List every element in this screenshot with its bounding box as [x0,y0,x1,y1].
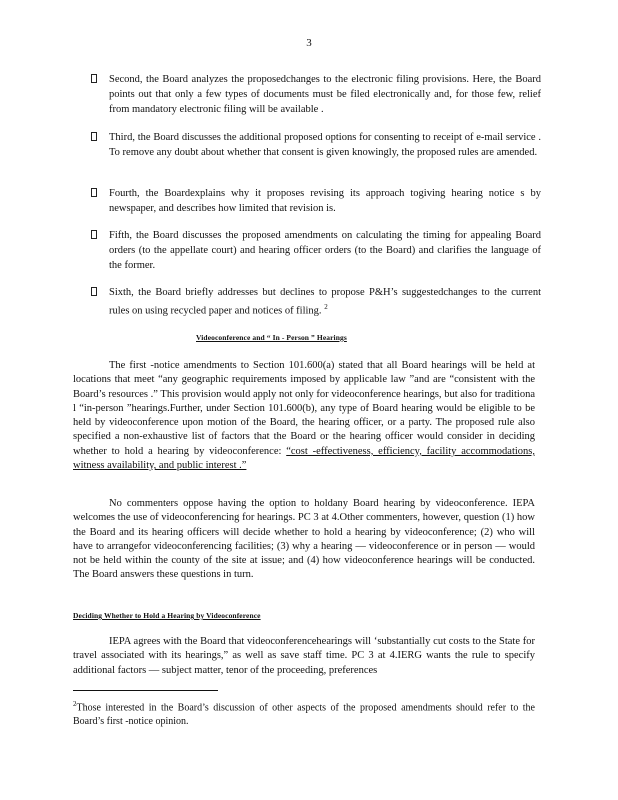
paragraph-text: No commenters oppose having the option to holdany Board hearing by videoconference. IEPA welcomes the use of videoconferencing for hearings. PC 3 at 4.Other commenters, however, question (1) how the Board and its hearing officers will decide whether to hold a hearing by videoconference; (2) who will have to arrangefor videoconferencing facilities; (3) why a hearing — videoconference or in person — would not be held within the county of the site at issue; and (4) how videoconference hearings will be conducted. The Board answers these questions in turn. [73,498,535,581]
bullet-item [91,228,541,273]
bullet-text: Second, the Board analyzes the proposedchanges to the electronic filing provisions. Here, the Board points out that only a few types of documents must be filed electronically and, for those few, relief from mandatory electronic filing will be available . [109,74,541,115]
bullet-box-icon [91,74,97,83]
quoted-factors: “cost -effectiveness, efficiency, facility accommodations, witness availability, and public interest .” [73,445,535,472]
bullet-text: Fourth, the Boardexplains why it proposes revising its approach togiving hearing notice s by newspaper, and describes how limited that revision is. [109,188,541,214]
bullet-box-icon [91,287,97,296]
footnote-number: 2 [73,700,77,708]
bullet-item [91,72,541,117]
paragraph-text: The first -notice amendments to Section 101.600(a) stated that all Board hearings will be held at locations that meet “any geographic requirements imposed by applicable law ”and are “consistent with the Board’s resources .” This provision would apply not only for videoconference hearings, but also for traditiona l “in-person ”hearings.Further, under Section 101.600(b), any type of Board hearing would be eligible to be held by videoconference upon motion of the Board, the hearing officer, or a party. The proposed rule also specified a non-exhaustive list of factors that the Board or the hearing officer would consider in deciding whether to hold a hearing by videoconference: [73,360,535,457]
bullet-item [91,130,541,160]
bullet-item [91,285,541,319]
paragraph [73,497,535,583]
bullet-box-icon [91,230,97,239]
section-heading: Deciding Whether to Hold a Hearing by Videoconference [73,611,261,620]
bullet-item [91,186,541,216]
section-heading: Videoconference and “ In - Person ” Hearings [196,333,347,342]
paragraph-text: IEPA agrees with the Board that videoconferencehearings will ‘substantially cut costs to the State for travel associated with its hearings,” as well as save staff time. PC 3 at 4.IERG wants the rule to specify additional factors — subject matter, tenor of the proceeding, preferences [73,636,535,676]
paragraph [73,359,535,473]
footnote [73,697,535,729]
page-number: 3 [306,37,312,49]
bullet-box-icon [91,188,97,197]
paragraph [73,635,535,678]
bullet-box-icon [91,132,97,141]
footnote-divider [73,690,218,691]
footnote-text: Those interested in the Board’s discussion of other aspects of the proposed amendments should refer to the Board’s first -notice opinion. [73,702,535,728]
bullet-text: Sixth, the Board briefly addresses but declines to propose P&H’s suggestedchanges to the current rules on using recycled paper and notices of filing. [109,287,541,317]
bullet-text: Third, the Board discusses the additional proposed options for consenting to receipt of e-mail service . To remove any doubt about whether that consent is given knowingly, the proposed rules are amended. [109,132,541,158]
bullet-text: Fifth, the Board discusses the proposed amendments on calculating the timing for appealing Board orders (to the appellate court) and hearing officer orders (to the Board) and clarifies the language of the former. [109,230,541,271]
footnote-ref: 2 [324,303,328,311]
